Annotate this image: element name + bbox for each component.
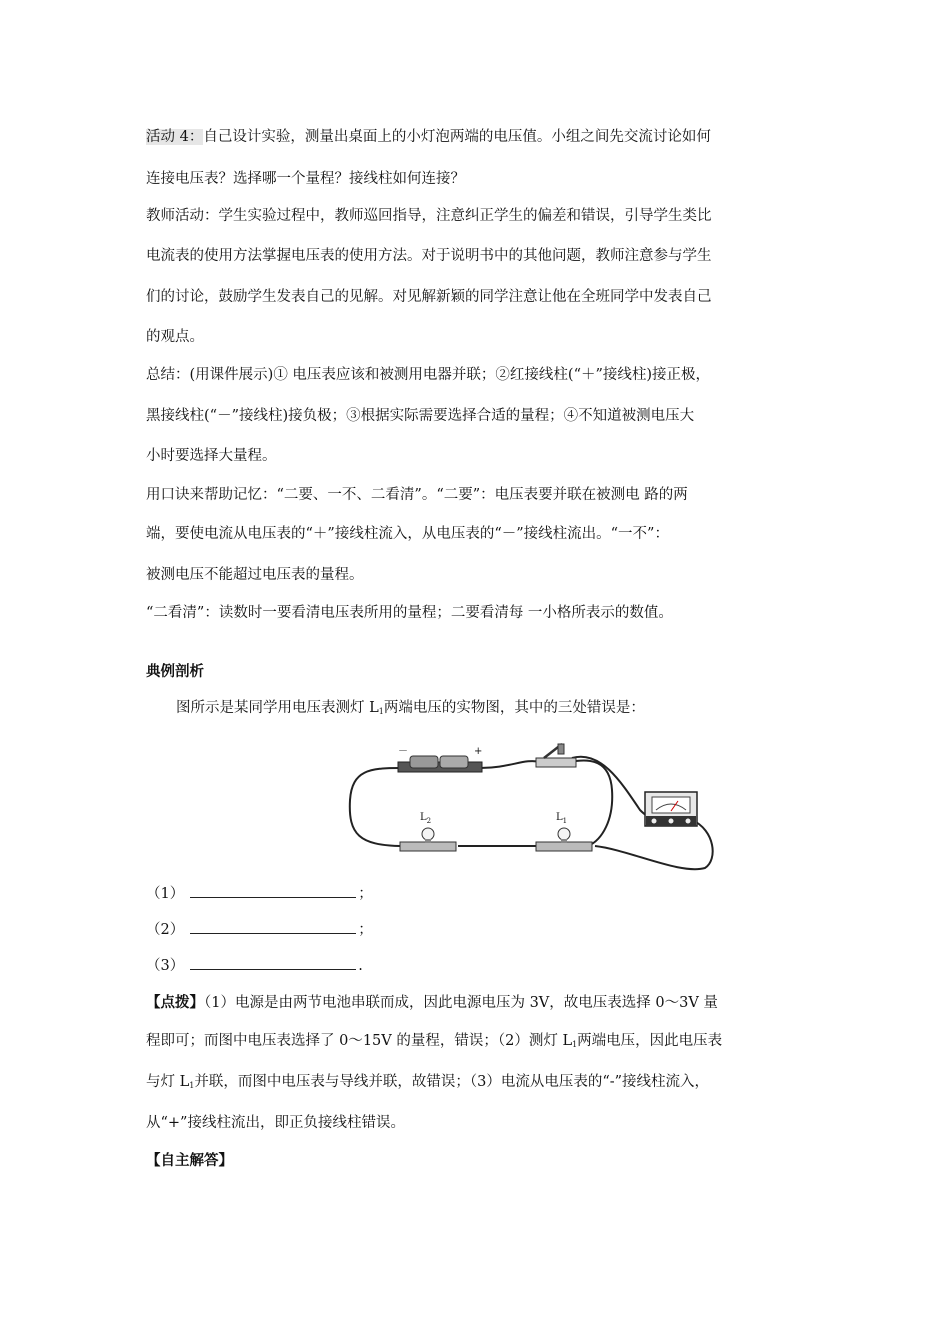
answer-blank-1: （1） ；	[146, 886, 373, 902]
battery-cell-2	[440, 756, 468, 768]
answer-field-2[interactable]	[190, 921, 356, 934]
battery-minus-label: －	[398, 746, 408, 757]
circuit-diagram	[340, 740, 720, 880]
teacher-line2: 电流表的使用方法掌握电压表的使用方法。对于说明书中的其他问题，教师注意参与学生	[146, 248, 712, 264]
wire-left	[350, 768, 400, 846]
lamp-l1	[536, 828, 592, 851]
wire-meter-lamp1	[595, 820, 713, 869]
hint-tag: 【点拨】	[146, 994, 204, 1011]
mnemonic-line2: 端，要使电流从电压表的“＋”接线柱流入，从电压表的“－”接线柱流出。“一不”：	[146, 526, 669, 542]
wire-battery-switch	[480, 761, 540, 768]
hint-line2: 程即可；而图中电压表选择了 0～15V 的量程，错误；（2）测灯 $L_1$两端电压，因此电压表	[146, 1033, 723, 1049]
answer-blank-3: （3） .	[146, 958, 363, 974]
summary-line1: 总结：(用课件展示)① 电压表应该和被测用电器并联；②红接线柱(“＋”接线柱)接正极，	[146, 367, 711, 383]
mnemonic-line4: “二看清”：读数时一要看清电压表所用的量程；二要看清每 一小格所表示的数值。	[146, 605, 673, 621]
lamp-l2	[400, 828, 456, 851]
mnemonic-line3: 被测电压不能超过电压表的量程。	[146, 567, 364, 583]
answer-field-1[interactable]	[190, 885, 356, 898]
mnemonic-line1: 用口诀来帮助记忆：“二要、一不、二看清”。“二要”：电压表要并联在被测电 路的两	[146, 487, 688, 503]
example-question: 图所示是某同学用电压表测灯 $L_1$两端电压的实物图，其中的三处错误是：	[176, 700, 645, 716]
hint-line1: 【点拨】（1）电源是由两节电池串联而成，因此电源电压为 3V，故电压表选择 0～3V 量	[146, 994, 718, 1011]
activity4-label: 活动 4：	[146, 129, 204, 145]
voltmeter	[645, 792, 697, 826]
hint-line4: 从“+”接线柱流出，即正负接线柱错误。	[146, 1115, 405, 1131]
teacher-line4: 的观点。	[146, 329, 204, 345]
lamp-l2-label: $L_2$	[420, 812, 432, 825]
battery-cell-1	[410, 756, 438, 768]
lamp-l1-label: $L_1$	[556, 812, 568, 825]
teacher-line3: 们的讨论，鼓励学生发表自己的见解。对见解新颖的同学注意让他在全班同学中发表自己	[146, 289, 712, 305]
activity4-line2: 连接电压表？选择哪一个量程？接线柱如何连接？	[146, 171, 465, 187]
summary-line2: 黑接线柱(“－”接线柱)接负极；③根据实际需要选择合适的量程；④不知道被测电压大	[146, 408, 695, 424]
battery-pack	[398, 756, 482, 772]
answer-blank-2: （2） ；	[146, 922, 373, 938]
activity4-text1: 自己设计实验，测量出桌面上的小灯泡两端的电压值。小组之间先交流讨论如何	[203, 129, 711, 145]
summary-line3: 小时要选择大量程。	[146, 448, 277, 464]
switch	[536, 744, 576, 767]
example-heading: 典例剖析	[146, 663, 204, 680]
teacher-line1: 教师活动：学生实验过程中，教师巡回指导，注意纠正学生的偏差和错误，引导学生类比	[146, 208, 712, 224]
hint-line3: 与灯 $L_1$并联，而图中电压表与导线并联，故错误；（3）电流从电压表的“-”接线柱流入，	[146, 1074, 710, 1090]
battery-plus-label: +	[474, 746, 483, 757]
answer-field-3[interactable]	[190, 957, 356, 970]
wire-switch-lamp1	[570, 760, 612, 846]
activity4-line1	[146, 127, 711, 147]
self-answer-heading: 【自主解答】	[146, 1152, 233, 1169]
